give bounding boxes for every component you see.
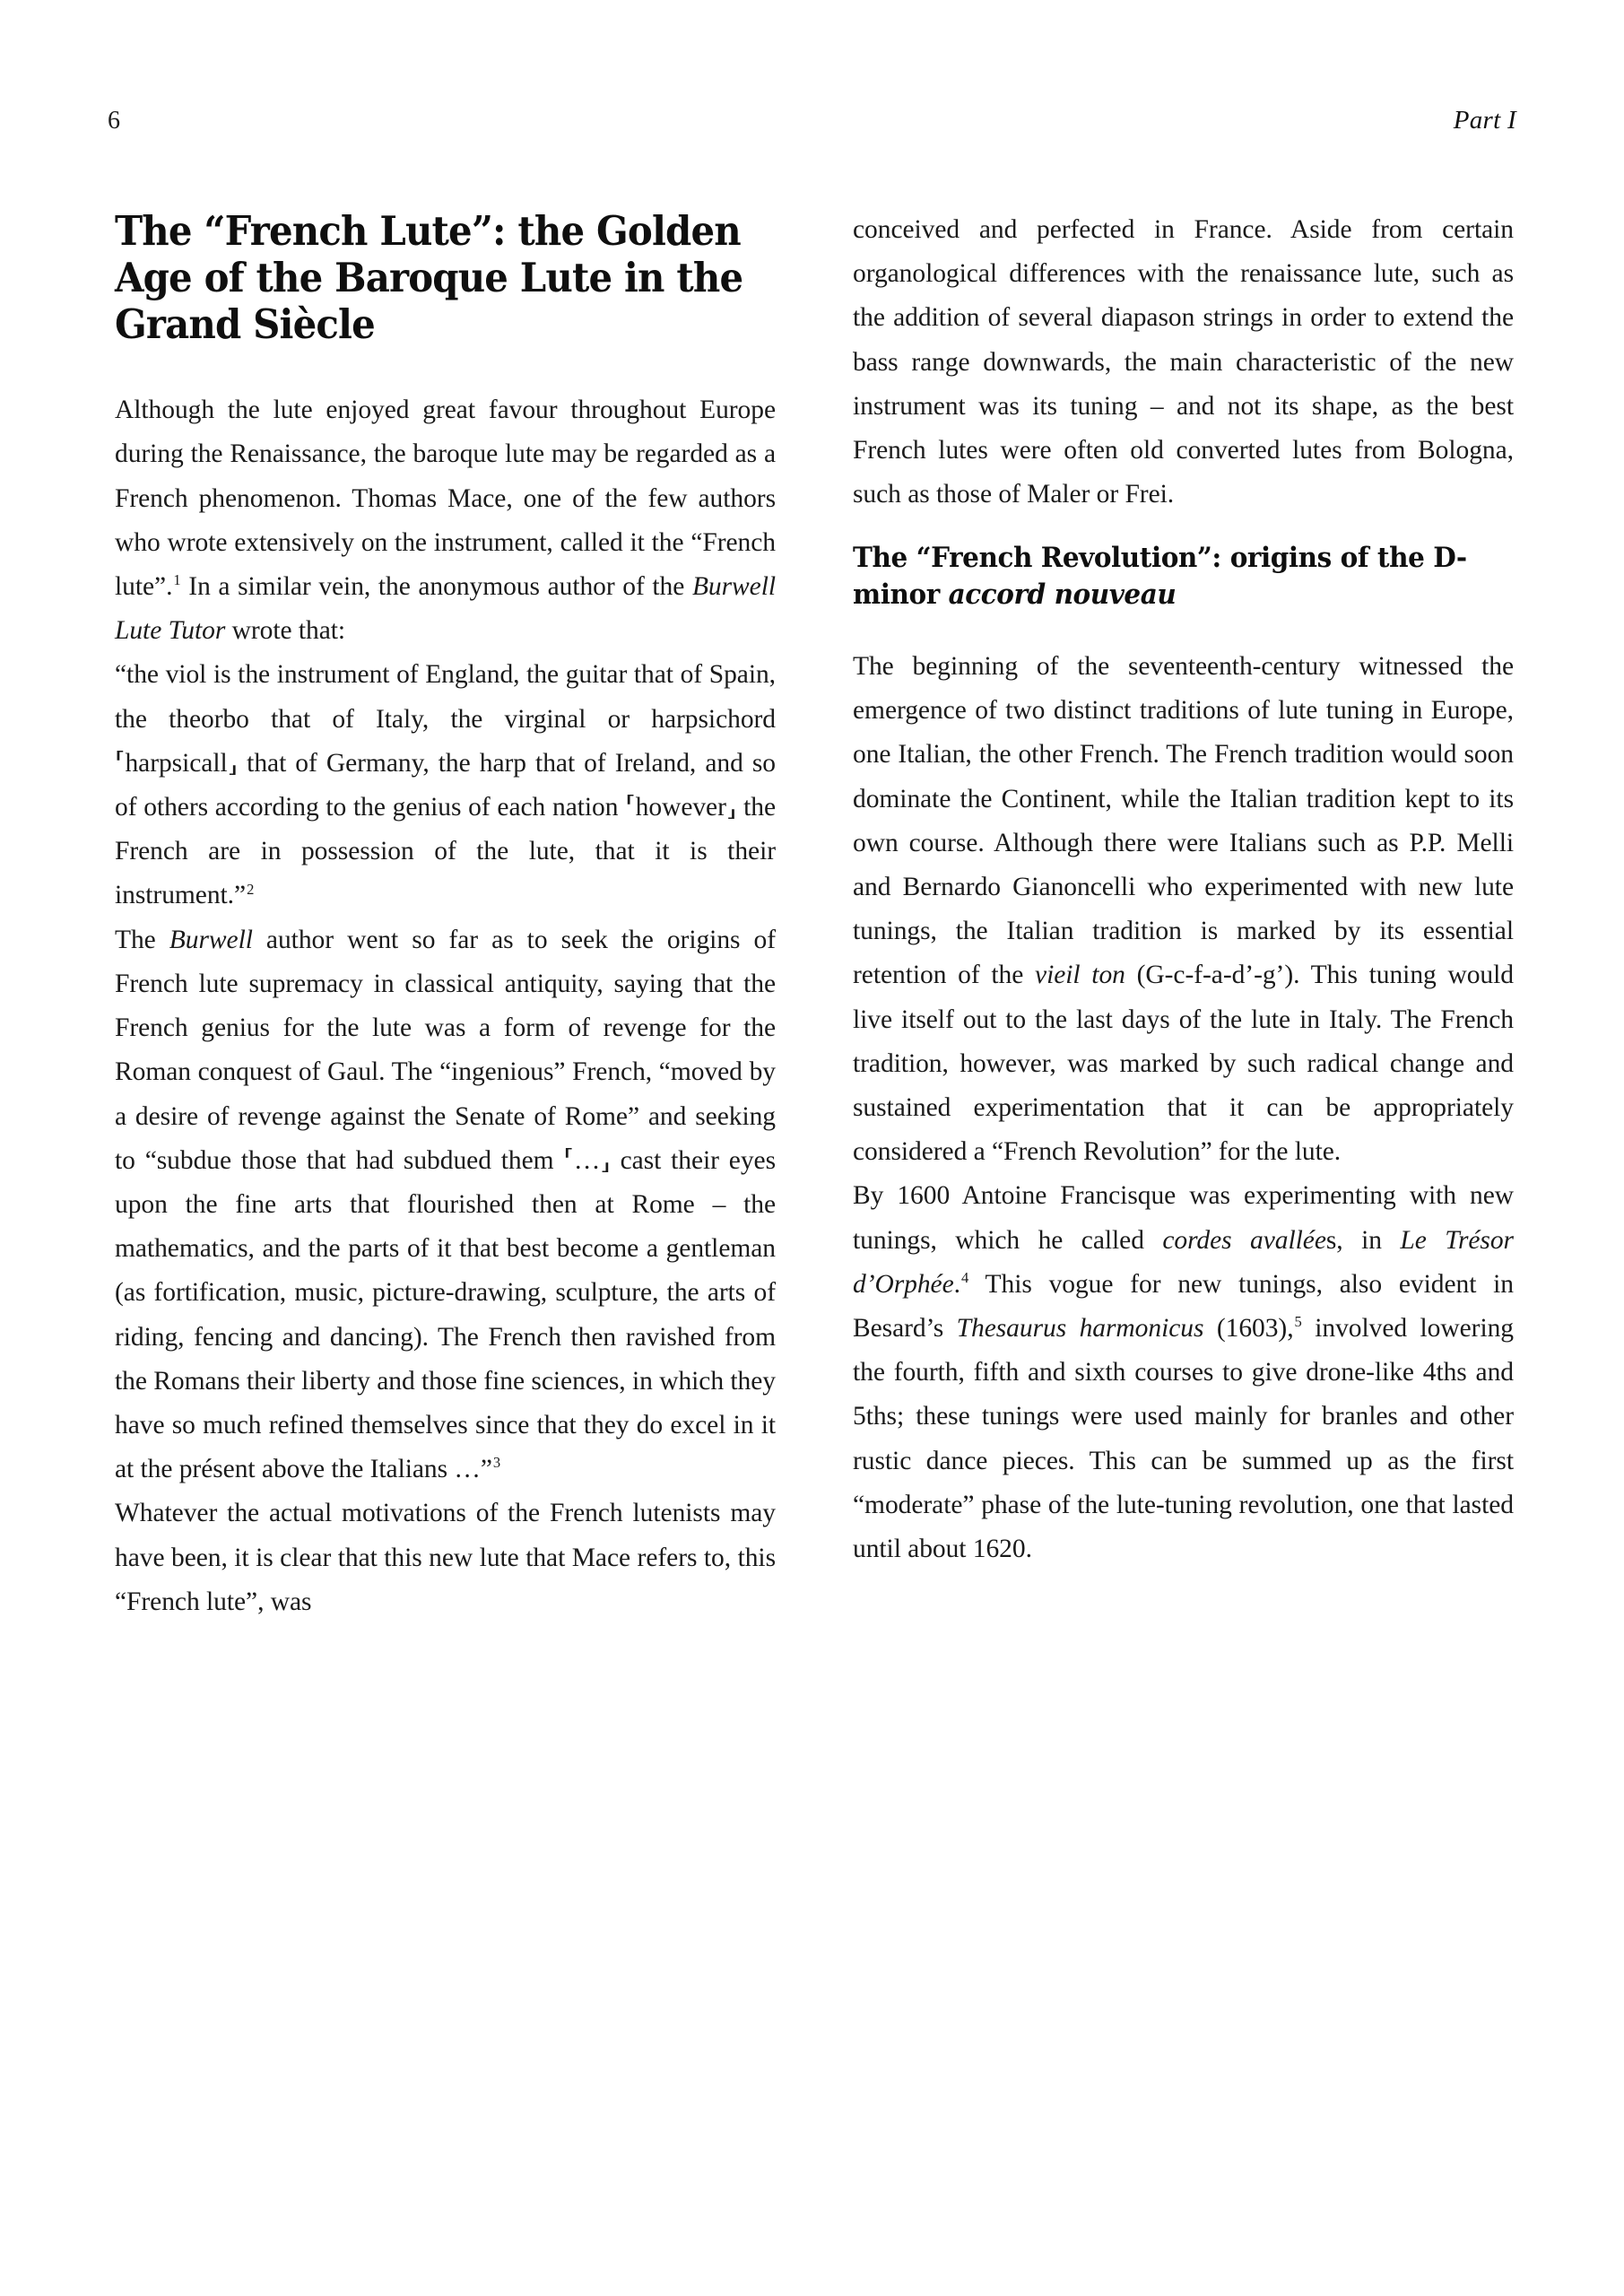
- francisque-text-d: This vogue for new tunings, also evident in Besard’s: [853, 1269, 1514, 1344]
- term-vieil-ton: vieil ton: [1035, 961, 1125, 990]
- two-column-body: [115, 208, 1514, 1624]
- section-heading-french-revolution: [853, 540, 1514, 613]
- intro-text-a: Although the lute enjoyed great favour throughout Europe during the Renaissance, the baroque lute may be regarded as a French phenomenon. Thomas Mace, one of the few authors who wrote extensively on the instrument, called it the “French lute”.: [115, 396, 776, 602]
- work-title-burwell-lute-tutor: Burwell Lute Tutor: [115, 572, 776, 646]
- paragraph-two-traditions: [853, 645, 1514, 1174]
- block-quote-burwell: [115, 653, 776, 918]
- page-number: 6: [108, 107, 121, 135]
- left-column: [115, 208, 776, 1624]
- paragraph-intro: [115, 388, 776, 653]
- right-column: [853, 208, 1514, 1624]
- footnote-marker-5[interactable]: 5: [1294, 1313, 1302, 1331]
- paragraph-burwell-origins: [115, 918, 776, 1492]
- burwell-text-b: author went so far as to seek the origins of French lute supremacy in classical antiquity, saying that the French genius for the lute was a form of revenge for the Roman conquest of Gaul. The “ingenious” French, “moved by a desire of revenge against the Senate of Rome” and seeking to “subdue those that had subdued them ⸢…⸥ cast their eyes upon the fine arts that flourished then at Rome – the mathematics, and the parts of it that best become a gentleman (as fortification, music, picture-drawing, sculpture, the arts of riding, fencing and dancing). The French then ravished from the Romans their liberty and those fine sciences, in which they have so much refined themselves since that they do excel in it at the présent above the Italians …”: [115, 925, 776, 1484]
- francisque-text-b: s, in: [1325, 1225, 1401, 1255]
- footnote-marker-1[interactable]: 1: [173, 571, 181, 589]
- section-heading-italic-term: accord nouveau: [948, 578, 1177, 611]
- burwell-text-a: The: [115, 925, 169, 954]
- traditions-text-a: The beginning of the seventeenth-century witnessed the emergence of two distinct traditions of lute tuning in Europe, one Italian, the other French. The French tradition would soon dominate the Continent, while the Italian tradition kept to its own course. Although there were Italians such as P.P. Melli and Bernardo Gianoncelli who experimented with new lute tunings, the Italian tradition is marked by its essential retention of the: [853, 652, 1514, 990]
- intro-text-b: In a similar vein, the anonymous author of the: [180, 572, 692, 602]
- intro-text-c: wrote that:: [225, 616, 346, 646]
- running-head: [108, 106, 1516, 142]
- paragraph-conceived-in-france: conceived and perfected in France. Aside from certain organological differences with the renaissance lute, such as the addition of several diapason strings in order to extend the bass range downwards, the main characteristic of the new instrument was its tuning – and not its shape, as the best French lutes were often old converted lutes from Bologna, such as those of Maler or Frei.: [853, 215, 1514, 509]
- francisque-text-a: By 1600 Antoine Francisque was experimenting with new tunings, which he called: [853, 1181, 1514, 1255]
- term-cordes-avallees: cordes avallée: [1162, 1225, 1326, 1255]
- paragraph-motivations: Whatever the actual motivations of the French lutenists may have been, it is clear that this new lute that Mace refers to, this “French lute”, was: [115, 1499, 776, 1616]
- francisque-text-e: (1603),: [1203, 1314, 1294, 1344]
- francisque-text-c: .: [953, 1269, 960, 1299]
- paragraph-francisque: [853, 1174, 1514, 1571]
- work-title-tresor-dorphee: Le Trésor d’Orphée: [853, 1225, 1514, 1299]
- page-title: The “French Lute”: the Golden Age of the Baroque Lute in the Grand Siècle: [115, 207, 743, 348]
- quote-text: “the viol is the instrument of England, the guitar that of Spain, the theorbo that of Italy, the virginal or harpsichord ⸢harpsicall⸥ that of Germany, the harp that of Ireland, and so of others according to the genius of each nation ⸢however⸥ the French are in possession of the lute, that it is their instrument.”: [115, 660, 776, 910]
- footnote-marker-4[interactable]: 4: [960, 1269, 969, 1287]
- running-head-part-label: Part I: [1453, 106, 1516, 135]
- section-heading-text: The “French Revolution”: origins of the D-minor: [853, 542, 1467, 611]
- footnote-marker-2[interactable]: 2: [247, 880, 255, 898]
- francisque-text-f: involved lowering the fourth, fifth and sixth courses to give drone-like 4ths and 5ths; these tunings were used mainly for branles and other rustic dance pieces. This can be summed up as the first “moderate” phase of the lute-tuning revolution, one that lasted until about 1620.: [853, 1314, 1514, 1564]
- traditions-text-b: (G-c-f-a-d’-g’). This tuning would live itself out to the last days of the lute in Italy. The French tradition, however, was marked by such radical change and sustained experimentation that it can be appropriately considered a “French Revolution” for the lute.: [853, 961, 1514, 1167]
- work-title-thesaurus-harmonicus: Thesaurus harmonicus: [956, 1314, 1204, 1344]
- footnote-marker-3[interactable]: 3: [492, 1454, 501, 1472]
- work-title-burwell: Burwell: [169, 925, 253, 954]
